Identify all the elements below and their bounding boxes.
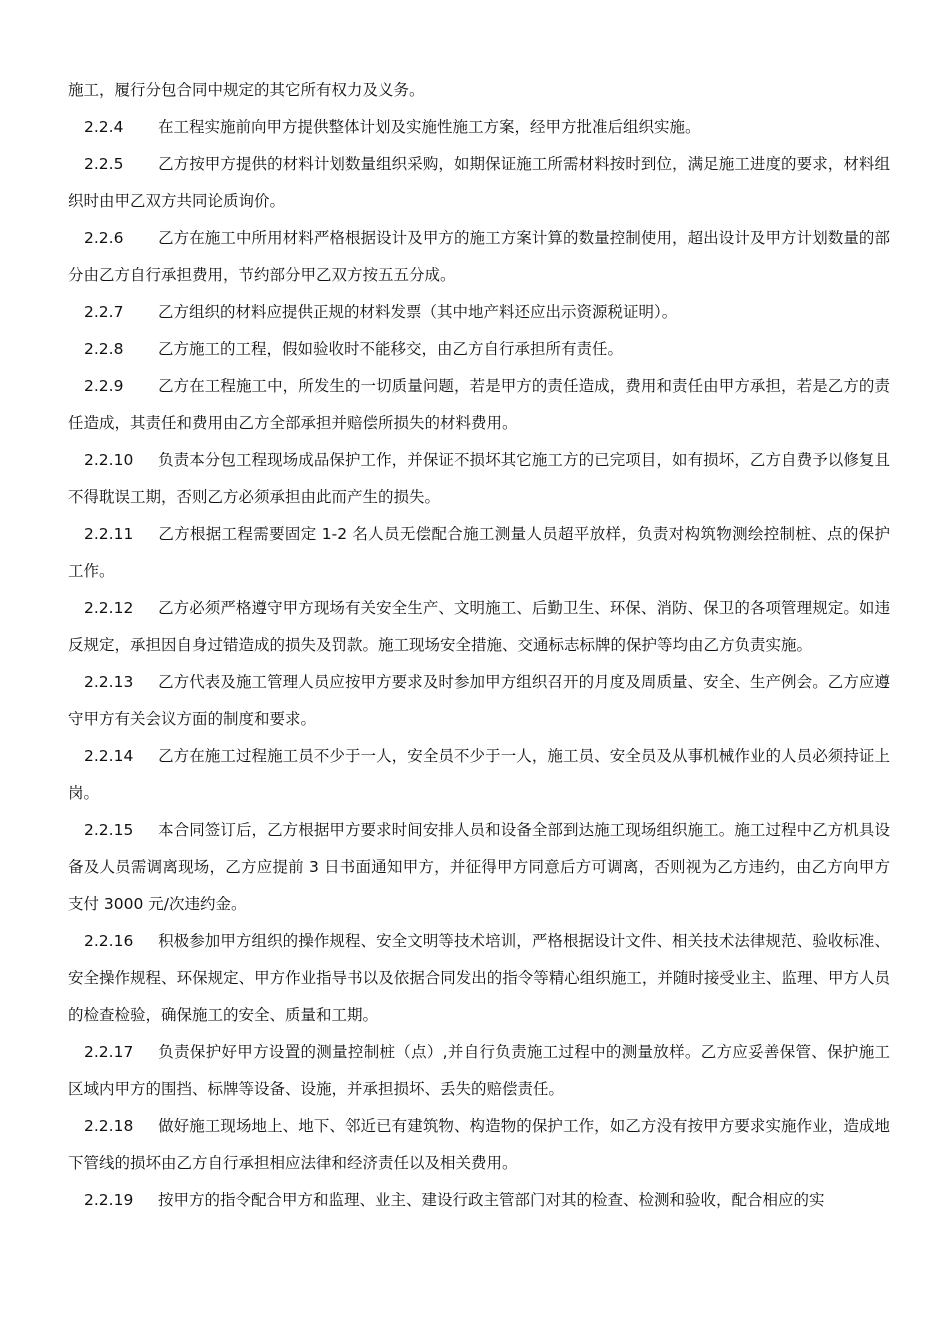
clause-text: 按甲方的指令配合甲方和监理、业主、建设行政主管部门对其的检查、检测和验收，配合相应的实 xyxy=(158,1191,825,1209)
clause-text: 乙方按甲方提供的材料计划数量组织采购，如期保证施工所需材料按时到位，满足施工进度的要求，材料组织时由甲乙双方共同论质询价。 xyxy=(68,155,890,210)
clause-number: 2.2.7 xyxy=(84,303,124,321)
clause-text: 积极参加甲方组织的操作规程、安全文明等技术培训，严格根据设计文件、相关技术法律规范、验收标准、安全操作规程、环保规定、甲方作业指导书以及依据合同发出的指令等精心组织施工，并随时接受业主、监理、甲方人员的检查检验，确保施工的安全、质量和工期。 xyxy=(68,932,890,1024)
clause-number: 2.2.19 xyxy=(84,1191,134,1209)
clause-text: 乙方必须严格遵守甲方现场有关安全生产、文明施工、后勤卫生、环保、消防、保卫的各项管理规定。如违反规定，承担因自身过错造成的损失及罚款。施工现场安全措施、交通标志标牌的保护等均由乙方负责实施。 xyxy=(68,599,890,654)
clause-text: 乙方在施工过程施工员不少于一人，安全员不少于一人，施工员、安全员及从事机械作业的人员必须持证上岗。 xyxy=(68,747,890,802)
clause-2-2-5 xyxy=(68,146,890,220)
clause-number: 2.2.13 xyxy=(84,673,134,691)
clause-2-2-7 xyxy=(68,294,890,331)
clause-2-2-13 xyxy=(68,664,890,738)
clause-2-2-18 xyxy=(68,1108,890,1182)
clause-number: 2.2.6 xyxy=(84,229,124,247)
clause-number: 2.2.16 xyxy=(84,932,134,950)
clause-text: 负责保护好甲方设置的测量控制桩（点）,并自行负责施工过程中的测量放样。乙方应妥善保管、保护施工区域内甲方的围挡、标牌等设备、设施，并承担损坏、丢失的赔偿责任。 xyxy=(68,1043,890,1098)
clause-number: 2.2.17 xyxy=(84,1043,134,1061)
clause-text: 本合同签订后，乙方根据甲方要求时间安排人员和设备全部到达施工现场组织施工。施工过程中乙方机具设备及人员需调离现场，乙方应提前 3 日书面通知甲方，并征得甲方同意后方可调离，否则视为乙方违约，由乙方向甲方支付 3000 元/次违约金。 xyxy=(68,821,890,913)
clause-number: 2.2.9 xyxy=(84,377,124,395)
clause-text: 乙方在施工中所用材料严格根据设计及甲方的施工方案计算的数量控制使用，超出设计及甲方计划数量的部分由乙方自行承担费用，节约部分甲乙双方按五五分成。 xyxy=(68,229,890,284)
clause-2-2-4 xyxy=(68,109,890,146)
paragraph-continuation xyxy=(68,72,890,109)
clause-2-2-8 xyxy=(68,331,890,368)
clause-number: 2.2.5 xyxy=(84,155,124,173)
clause-number: 2.2.8 xyxy=(84,340,124,358)
clause-number: 2.2.10 xyxy=(84,451,134,469)
clause-number: 2.2.4 xyxy=(84,118,124,136)
clause-number: 2.2.14 xyxy=(84,747,134,765)
clause-2-2-6 xyxy=(68,220,890,294)
clause-text: 在工程实施前向甲方提供整体计划及实施性施工方案，经甲方批准后组织实施。 xyxy=(158,118,701,136)
clause-2-2-15 xyxy=(68,812,890,923)
clause-2-2-11 xyxy=(68,516,890,590)
clause-2-2-14 xyxy=(68,738,890,812)
clause-number: 2.2.12 xyxy=(84,599,134,617)
clause-2-2-10 xyxy=(68,442,890,516)
clause-number: 2.2.11 xyxy=(84,525,134,543)
clause-number: 2.2.18 xyxy=(84,1117,134,1135)
clause-2-2-17 xyxy=(68,1034,890,1108)
paragraph-text: 施工，履行分包合同中规定的其它所有权力及义务。 xyxy=(68,81,425,99)
clause-2-2-16 xyxy=(68,923,890,1034)
clause-text: 乙方在工程施工中，所发生的一切质量问题，若是甲方的责任造成，费用和责任由甲方承担，若是乙方的责任造成，其责任和费用由乙方全部承担并赔偿所损失的材料费用。 xyxy=(68,377,890,432)
clause-text: 乙方组织的材料应提供正规的材料发票（其中地产料还应出示资源税证明）。 xyxy=(158,303,678,321)
clause-text: 负责本分包工程现场成品保护工作，并保证不损坏其它施工方的已完项目，如有损坏，乙方自费予以修复且不得耽误工期，否则乙方必须承担由此而产生的损失。 xyxy=(68,451,890,506)
clause-2-2-12 xyxy=(68,590,890,664)
clause-text: 做好施工现场地上、地下、邻近已有建筑物、构造物的保护工作，如乙方没有按甲方要求实施作业，造成地下管线的损坏由乙方自行承担相应法律和经济责任以及相关费用。 xyxy=(68,1117,890,1172)
clause-text: 乙方根据工程需要固定 1-2 名人员无偿配合施工测量人员超平放样，负责对构筑物测绘控制桩、点的保护工作。 xyxy=(68,525,890,580)
clause-2-2-9 xyxy=(68,368,890,442)
clause-number: 2.2.15 xyxy=(84,821,134,839)
clause-text: 乙方代表及施工管理人员应按甲方要求及时参加甲方组织召开的月度及周质量、安全、生产例会。乙方应遵守甲方有关会议方面的制度和要求。 xyxy=(68,673,890,728)
document-body xyxy=(68,72,890,1219)
clause-2-2-19 xyxy=(68,1182,890,1219)
clause-text: 乙方施工的工程，假如验收时不能移交，由乙方自行承担所有责任。 xyxy=(158,340,624,358)
